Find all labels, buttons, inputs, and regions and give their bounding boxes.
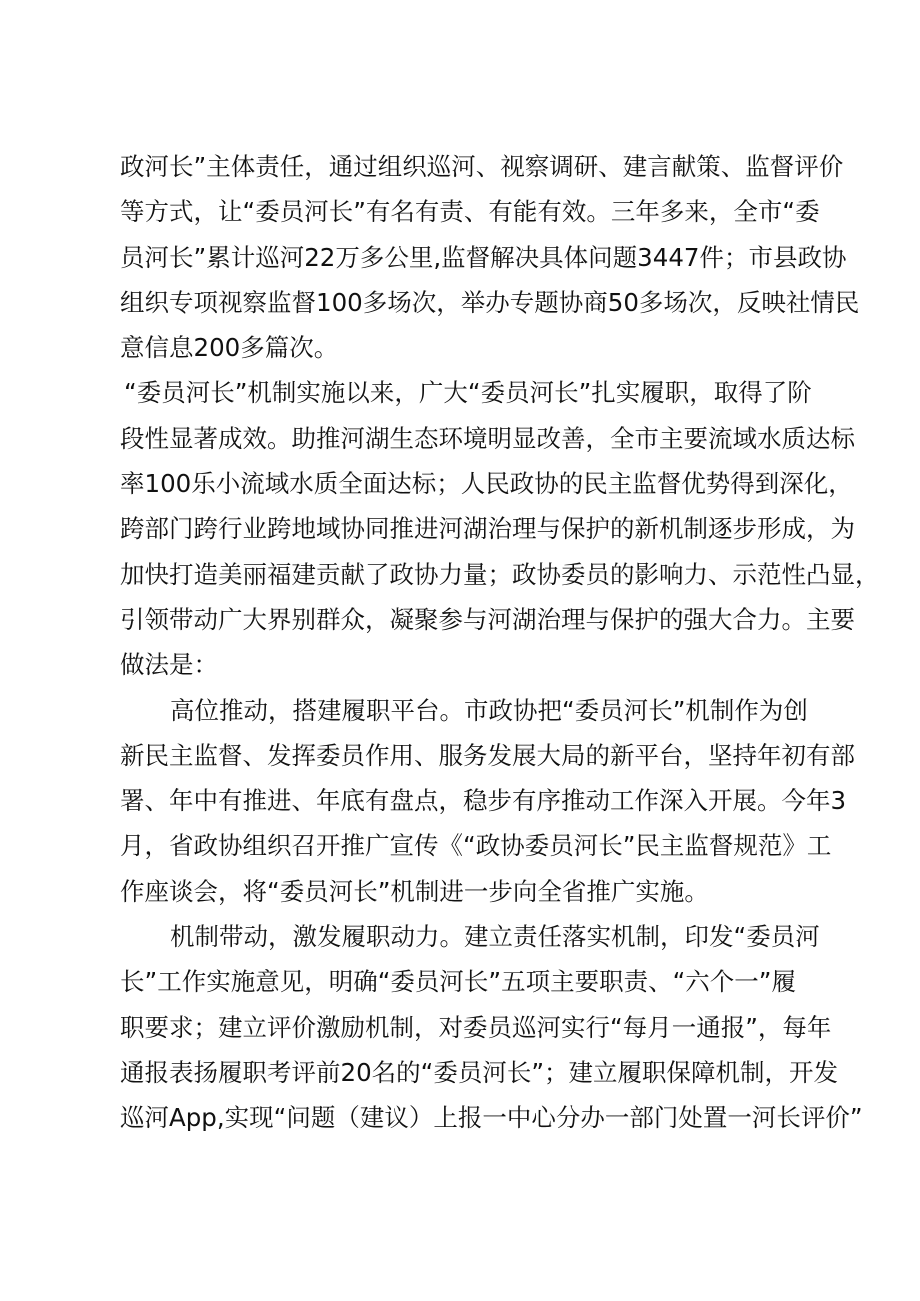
text-line: 长”工作实施意见，明确“委员河长”五项主要职责、“六个一”履 [120,967,796,997]
text-line: 段性显著成效。助推河湖生态环境明显改善，全市主要流域水质达标 [120,423,855,453]
paragraph-3 [120,688,855,914]
text-line: 加快打造美丽福建贡献了政协力量；政协委员的影响力、示范性凸显， [120,559,880,589]
text-line: 员河长”累计巡河22万多公里,监督解决具体问题3447件；市县政协 [120,242,847,272]
text-line: 通报表扬履职考评前20名的“委员河长”；建立履职保障机制，开发 [120,1057,839,1087]
text-line: 新民主监督、发挥委员作用、服务发展大局的新平台，坚持年初有部 [120,740,855,770]
text-line: 等方式，让“委员河长”有名有责、有能有效。三年多来，全市“委 [120,197,820,227]
document-body [120,144,880,1141]
text-line: 职要求；建立评价激励机制，对委员巡河实行“每月一通报”，每年 [120,1012,832,1042]
text-line: 引领带动广大界别群众，凝聚参与河湖治理与保护的强大合力。主要 [120,604,855,634]
paragraph-2 [120,370,880,687]
text-line: 月，省政协组织召开推广宣传《“政协委员河长”民主监督规范》工 [120,831,832,861]
text-line: 署、年中有推进、年底有盘点，稳步有序推动工作深入开展。今年3 [120,786,847,816]
text-line: 高位推动，搭建履职平台。市政协把“委员河长”机制作为创 [170,695,808,725]
text-line: 巡河App,实现“问题（建议）上报一中心分办一部门处置一河长评价” [120,1103,863,1133]
text-line: 率100乐小流域水质全面达标；人民政协的民主监督优势得到深化， [120,469,853,499]
text-line: “委员河长”机制实施以来，广大“委员河长”扎实履职，取得了阶 [124,378,812,408]
text-line: 政河长”主体责任，通过组织巡河、视察调研、建言献策、监督评价 [120,152,844,181]
text-line: 作座谈会，将“委员河长”机制进一步向全省推广实施。 [120,876,709,906]
text-line: 机制带动，激发履职动力。建立责任落实机制，印发“委员河 [170,922,820,952]
text-line: 意信息200多篇次。 [120,333,339,363]
text-line: 组织专项视察监督100多场次，举办专题协商50多场次，反映社情民 [120,287,860,317]
text-line: 做法是： [120,650,218,680]
paragraph-4 [120,914,863,1140]
paragraph-1 [120,144,860,370]
text-line: 跨部门跨行业跨地域协同推进河湖治理与保护的新机制逐步形成，为 [120,514,855,544]
